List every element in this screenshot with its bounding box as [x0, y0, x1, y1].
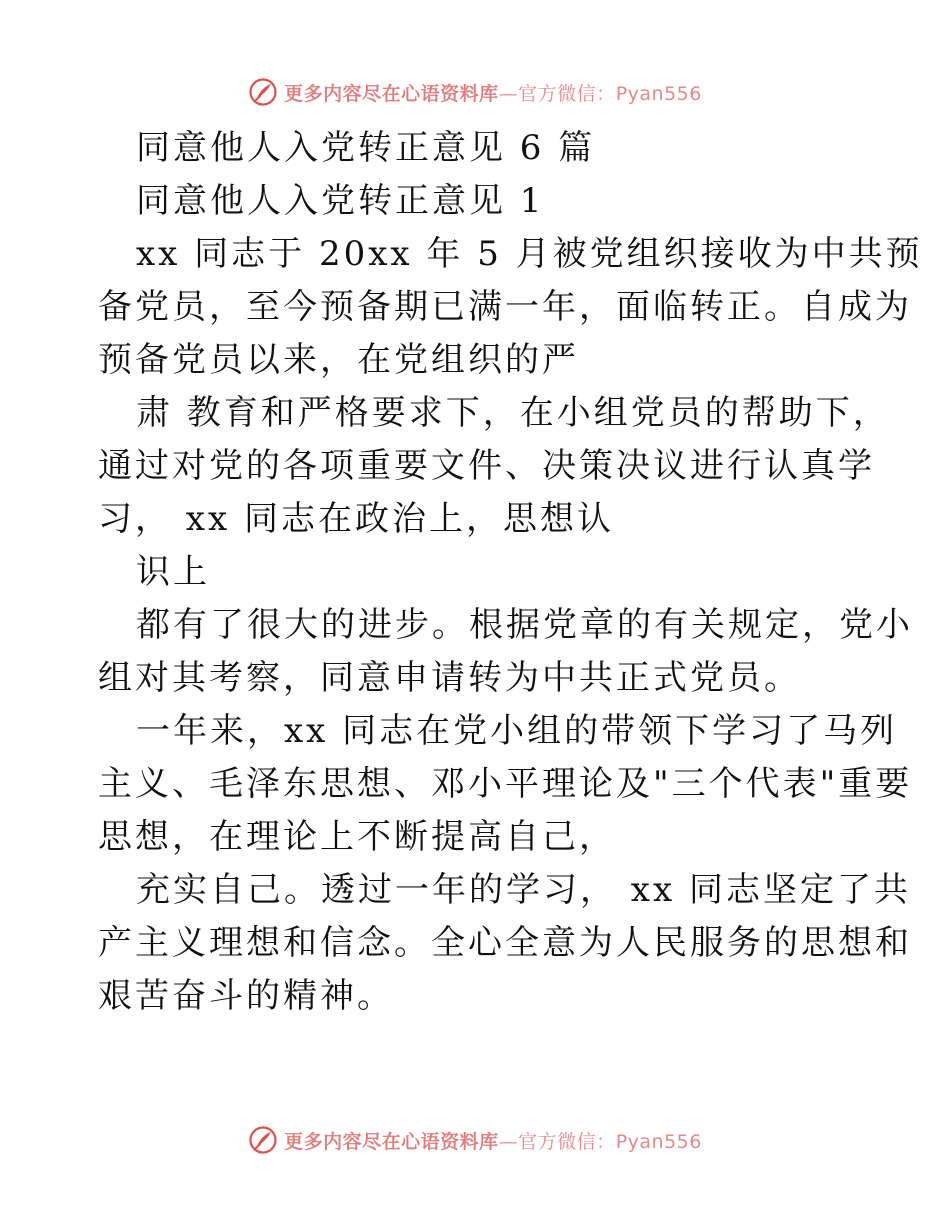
watermark-separator: — — [498, 1130, 519, 1153]
watermark-label: 官方微信： — [518, 82, 616, 105]
watermark-brand: 更多内容尽在心语资料库 — [284, 1130, 499, 1153]
watermark-id: Pyan556 — [615, 1130, 702, 1153]
watermark-brand: 更多内容尽在心语资料库 — [284, 82, 499, 105]
paragraph-line: 肃 教育和严格要求下，在小组党员的帮助下， — [136, 393, 890, 433]
watermark-text — [284, 79, 702, 106]
quill-logo-icon — [248, 1125, 278, 1155]
paragraph-line: 产主义理想和信念。全心全意为人民服务的思想和 — [98, 923, 912, 963]
paragraph-line: 艰苦奋斗的精神。 — [98, 976, 394, 1016]
paragraph-line: 备党员，至今预备期已满一年，面临转正。自成为 — [98, 287, 912, 327]
paragraph-line: 识上 — [136, 552, 210, 592]
document-body — [0, 122, 950, 1023]
footer-watermark — [0, 1120, 950, 1160]
watermark-text — [284, 1127, 702, 1154]
section-heading: 同意他人入党转正意见 1 — [136, 181, 545, 221]
paragraph-line: xx 同志于 20xx 年 5 月被党组织接收为中共预 — [136, 234, 923, 274]
paragraph-line: 都有了很大的进步。根据党章的有关规定，党小 — [136, 605, 913, 645]
paragraph-line: 主义、毛泽东思想、邓小平理论及"三个代表"重要 — [98, 764, 913, 804]
watermark-label: 官方微信： — [518, 1130, 616, 1153]
quill-logo-icon — [248, 77, 278, 107]
paragraph-line: 通过对党的各项重要文件、决策决议进行认真学 — [98, 446, 875, 486]
paragraph-line: 组对其考察，同意申请转为中共正式党员。 — [98, 658, 801, 698]
paragraph-line: 思想，在理论上不断提高自己， — [98, 817, 616, 857]
watermark-id: Pyan556 — [615, 82, 702, 105]
paragraph-line: 习， xx 同志在政治上，思想认 — [98, 499, 614, 539]
document-title: 同意他人入党转正意见 6 篇 — [136, 128, 596, 168]
paragraph-line: 预备党员以来，在党组织的严 — [98, 340, 579, 380]
header-watermark — [0, 72, 950, 112]
watermark-separator: — — [498, 82, 519, 105]
paragraph-line: 充实自己。透过一年的学习， xx 同志坚定了共 — [136, 870, 911, 910]
paragraph-line: 一年来，xx 同志在党小组的带领下学习了马列 — [136, 711, 898, 751]
